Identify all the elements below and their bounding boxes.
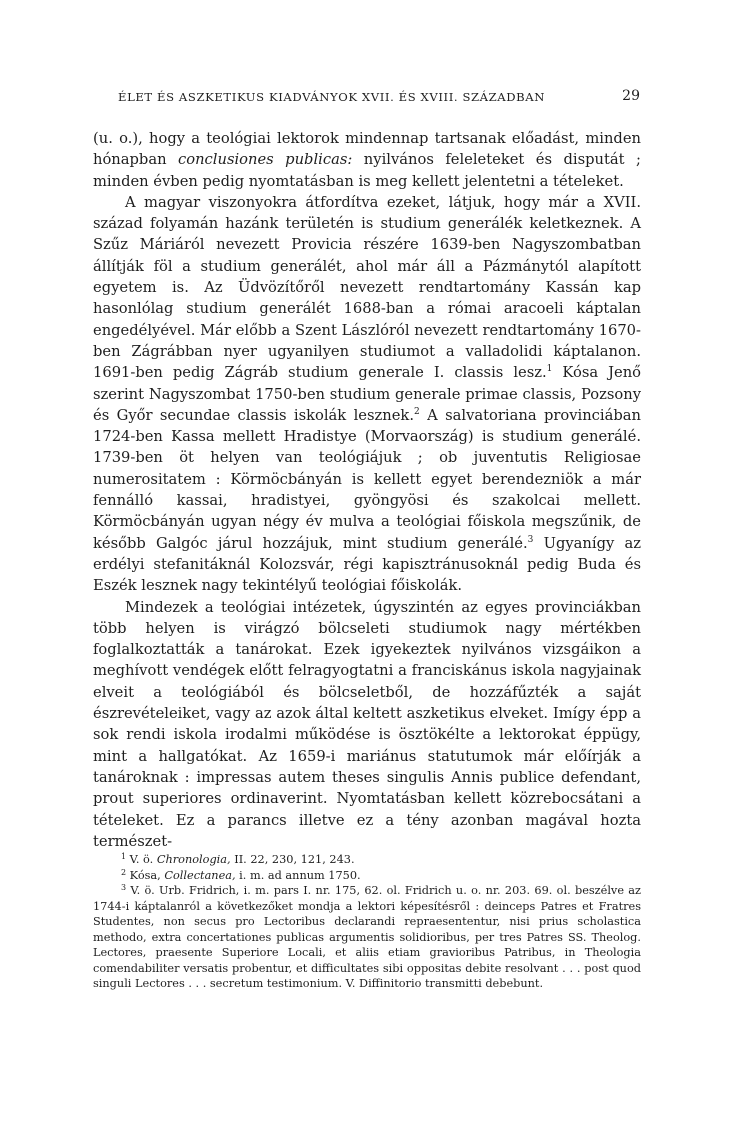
footnote-1-number: 1 xyxy=(121,852,127,861)
footnote-2-text-b: i. m. ad annum 1750. xyxy=(235,868,361,882)
paragraph-2 xyxy=(93,192,641,597)
footnote-2-number: 2 xyxy=(121,867,127,877)
paragraph-1-text-a: (u. o.), hogy a teológiai lektorok mindennap tartsanak előadást, minden hónapban xyxy=(93,130,641,169)
footnote-ref-1: 1 xyxy=(546,364,553,375)
paragraph-1-italic: conclusiones publicas: xyxy=(178,151,353,169)
paragraph-2-text-a: A magyar viszonyokra átfordítva ezeket, látjuk, hogy már a XVII. század folyamán hazánk területén is studium generálék keletkeznek. A Szűz Máriáról nevezett Provicia részére 1639-ben Nagyszombatban állítják föl a studium generálét, ahol már áll a Pázmánytól alapított egyetem is. Az Üdvözítőről nevezett rendtartomány Kassán kap hasonlólag studium generálét 1688-ban a római aracoeli káptalan engedélyével. Már előbb a Szent Lászlóról nevezett rendtartomány 1670-ben Zágrábban nyer ugyanilyen studiumot a valladolidi káptalanon. 1691-ben pedig Zágráb studium generale I. classis lesz. xyxy=(93,193,641,382)
footnote-2-italic: Collectanea, xyxy=(164,868,236,882)
main-text xyxy=(93,128,641,852)
footnote-1 xyxy=(93,852,641,868)
paragraph-1-text-b: nyilvános feleleteket és disputát ; minden évben pedig nyomtatásban is meg kellett jelentetni a tételeket. xyxy=(93,151,642,190)
footnote-1-italic: Chronologia, xyxy=(156,853,231,866)
paragraph-1 xyxy=(93,128,641,192)
running-title: ÉLET ÉS ASZKETIKUS KIADVÁNYOK XVII. ÉS XVIII. SZÁZADBAN xyxy=(118,90,546,104)
footnote-1-text-b: II. 22, 230, 121, 243. xyxy=(230,853,355,866)
footnotes xyxy=(93,852,641,992)
paragraph-2-text-c: A salvatoriana provinciában 1724-ben Kassa mellett Hradistye (Morvaország) is studium generálé. 1739-ben öt helyen van teológiájuk ; ob juventutis Religiosae numerositatem : Körmöcbányán is kellett egyet berendezniök a már fennálló kassai, hradistyei, gyöngyösi és szakolcai mellett. Körmöcbányán ugyan négy év mulva a teológiai főiskola megszűnik, de később Galgóc járul hozzájuk, mint studium generálé. xyxy=(93,406,641,552)
footnote-3-number: 3 xyxy=(121,883,127,892)
footnote-1-text-a: V. ö. xyxy=(126,853,157,866)
running-header xyxy=(118,90,640,106)
paragraph-2-text-d: Ugyanígy az erdélyi stefanitáknál Kolozsvár, régi kapisztránusoknál pedig Buda és Eszék lesznek nagy tekintélyű teológiai főiskolák. xyxy=(93,534,641,595)
footnote-ref-3: 3 xyxy=(527,534,534,545)
footnote-ref-2: 2 xyxy=(413,406,420,417)
page-number: 29 xyxy=(622,88,640,104)
paragraph-2-text-b: Kósa Jenő szerint Nagyszombat 1750-ben studium generale primae classis, Pozsony és Győr secundae classis iskolák lesznek. xyxy=(93,364,641,424)
footnote-3-text: V. ö. Urb. Fridrich, i. m. pars I. nr. 175, 62. ol. Fridrich u. o. nr. 203. 69. ol. beszélve az 1744-i káptalanról a következőket mondja a lektori képesítésről : deinceps Patres et Fratres Studentes, non secus pro Lectoribus declarandi repraesententur, nisi prius scholastica methodo, extra concertationes publicas argumentis solidioribus, per tres Patres SS. Theolog. Lectores, praesente Superiore Locali, et aliis etiam gravioribus Patribus, in Theologia comendabiliter versatis probentur, et difficultates sibi oppositas debite resolvant . . . post quod singuli Lectores . . . secretum testimonium. V. Diffinitorio transmitti debebunt. xyxy=(93,884,641,990)
footnote-2-text-a: Kósa, xyxy=(126,868,165,882)
footnote-2 xyxy=(93,868,641,884)
paragraph-3: Mindezek a teológiai intézetek, úgyszintén az egyes provinciákban több helyen is virágzó bölcseleti studiumok nagy mértékben foglalkoztatták a tanárokat. Ezek igyekeztek nyilvános vizsgáikon a meghívott vendégek előtt felragyogtatni a franciskánus iskola nagyjainak elveit a teológiából és bölcseletből, de hozzáfűzték a saját észrevételeiket, vagy az azok által keltett aszketikus elveket. Imígy épp a sok rendi iskola irodalmi működése is ösztökélte a lektorokat éppügy, mint a hallgatókat. Az 1659-i mariánus statutumok már előírják a tanároknak : impressas autem theses singulis Annis publice defendant, prout superiores ordinaverint. Nyomtatásban kellett közrebocsátani a tételeket. Ez a parancs illetve ez a tény azonban magával hozta természet- xyxy=(93,598,641,850)
footnote-3 xyxy=(93,883,641,992)
